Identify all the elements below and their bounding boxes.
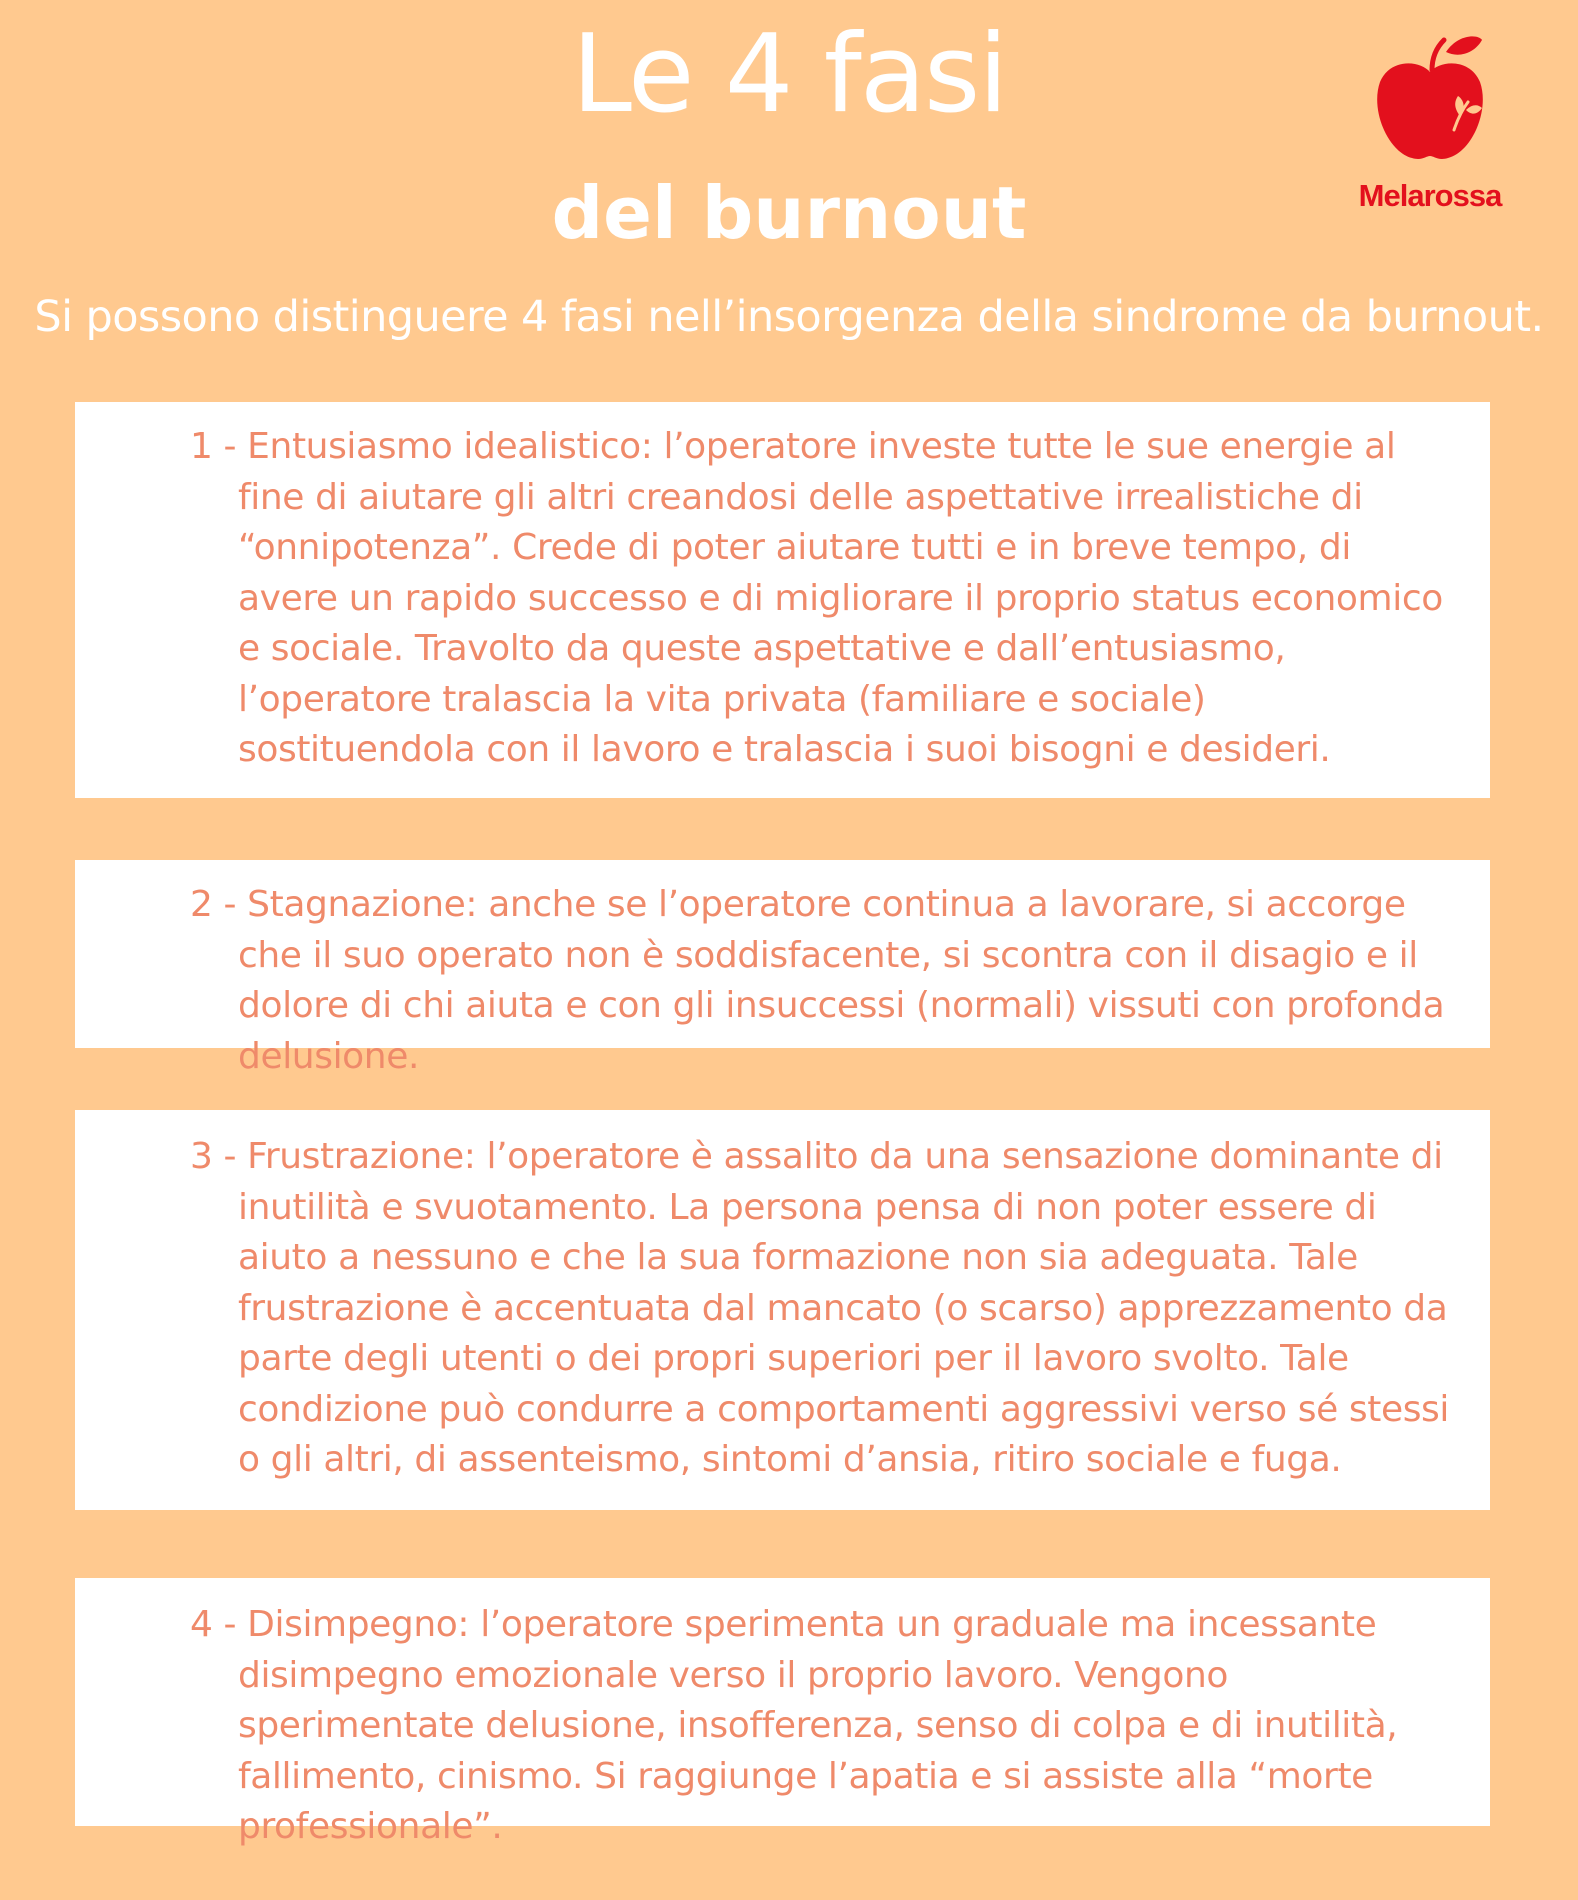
- phase-text: 1 - Entusiasmo idealistico: l’operatore investe tutte le sue energie al fine di aiutare gli altri creandosi delle aspettative irrealistiche di “onnipotenza”. Crede di poter aiutare tutti e in breve tempo, di avere un rapido successo e di migliorare il proprio status economico e sociale. Travolto da queste aspettative e dall’entusiasmo, l’operatore tralascia la vita privata (familiare e sociale) sostituendola con il lavoro e tralascia i suoi bisogni e desideri.: [190, 426, 1443, 770]
- phase-card-2: [75, 860, 1490, 1077]
- phase-text: 4 - Disimpegno: l’operatore sperimenta un graduale ma incessante disimpegno emozionale verso il proprio lavoro. Vengono sperimentate delusione, insofferenza, senso di colpa e di inutilità, fallimento, cinismo. Si raggiunge l’apatia e si assiste alla “morte professionale”.: [190, 1604, 1398, 1847]
- phase-card-1: [75, 402, 1490, 798]
- brand-name: Melarossa: [1358, 178, 1502, 213]
- page-subtitle: del burnout: [551, 171, 1027, 255]
- phase-card-3: [75, 1110, 1490, 1510]
- phase-text: 2 - Stagnazione: anche se l’operatore continua a lavorare, si accorge che il suo operato non è soddisfacente, si scontra con il disagio e il dolore di chi aiuta e con gli insuccessi (normali) vissuti con profonda delusione.: [190, 884, 1445, 1077]
- brand-logo: [1330, 30, 1530, 230]
- page-title: Le 4 fasi: [571, 12, 1007, 137]
- intro-text: Si possono distinguere 4 fasi nell’insorgenza della sindrome da burnout.: [34, 292, 1544, 342]
- phase-text: 3 - Frustrazione: l’operatore è assalito da una sensazione dominante di inutilità e svuotamento. La persona pensa di non poter essere di aiuto a nessuno e che la sua formazione non sia adeguata. Tale frustrazione è accentuata dal mancato (o scarso) apprezzamento da parte degli utenti o dei propri superiori per il lavoro svolto. Tale condizione può condurre a comportamenti aggressivi verso sé stessi o gli altri, di assenteismo, sintomi d’ansia, ritiro sociale e fuga.: [190, 1136, 1450, 1480]
- apple-icon: [1370, 30, 1490, 170]
- phase-card-4: [75, 1578, 1490, 1847]
